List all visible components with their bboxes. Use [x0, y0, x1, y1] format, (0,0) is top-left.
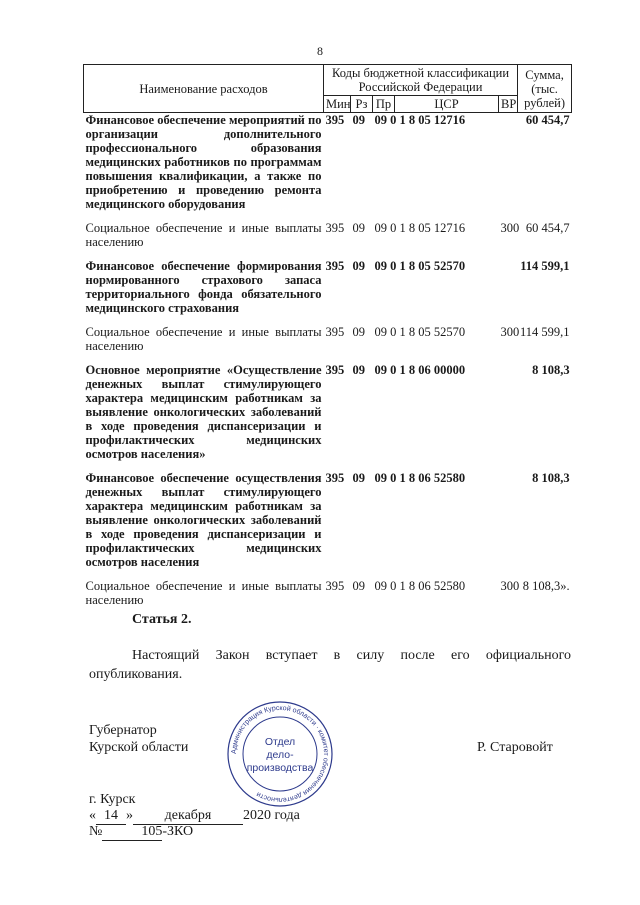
row-rz: 09	[352, 325, 365, 339]
row-vr	[499, 363, 518, 461]
row-vr	[499, 471, 518, 569]
row-sum: 114 599,1	[520, 259, 570, 273]
row-spacer-cell	[84, 315, 572, 325]
row-csr: 09 0 1 8 05 52570	[374, 259, 466, 273]
article-title: Статья 2.	[132, 612, 192, 627]
row-csr: 09 0 1 8 05 12716	[374, 113, 466, 127]
row-spacer	[84, 569, 572, 579]
row-name: Финансовое обеспечение осуществления денежных выплат стимулирующего характера медицинским работникам за выявление онкологических заболеваний в ходе проведения диспансеризации и профилактических медицинских осмотров населения	[85, 471, 322, 569]
header-min: Мин	[324, 96, 351, 113]
date-month: декабря	[133, 807, 243, 825]
row-sum: 60 454,7	[525, 113, 570, 127]
table-row	[84, 221, 572, 249]
table-row	[84, 363, 572, 461]
row-min: 395	[325, 221, 345, 235]
budget-table	[83, 64, 572, 607]
governor-title	[89, 722, 188, 756]
row-name: Финансовое обеспечение мероприятий по организации дополнительного профессионального образования медицинских работников по программам повышения квалификации, а также по приобретению и проведению ремонта медицинского оборудования	[85, 113, 322, 211]
row-vr	[499, 259, 518, 315]
row-min: 395	[325, 259, 345, 273]
table-row	[84, 579, 572, 607]
table-row	[84, 471, 572, 569]
row-rz: 09	[352, 221, 365, 235]
row-rz: 09	[352, 363, 365, 377]
page-number: 8	[317, 44, 323, 58]
governor-title-line1: Губернатор	[89, 723, 157, 738]
row-name: Социальное обеспечение и иные выплаты населению	[85, 325, 322, 353]
row-min: 395	[325, 363, 345, 377]
row-min: 395	[325, 113, 345, 127]
stamp-line3: производства	[246, 762, 314, 774]
row-vr: 300	[500, 221, 520, 235]
law-number	[89, 823, 193, 841]
date-quote-open: «	[89, 808, 96, 823]
row-vr: 300	[500, 325, 520, 339]
row-spacer	[84, 211, 572, 221]
number-suffix: -ЗКО	[162, 824, 194, 839]
date-quote-close: »	[126, 808, 133, 823]
date-year: 2020 года	[243, 808, 300, 823]
article-text: Настоящий Закон вступает в силу после его официального опубликования.	[89, 648, 571, 682]
row-rz: 09	[352, 113, 365, 127]
row-sum: 114 599,1	[520, 325, 570, 339]
row-sum: 60 454,7	[525, 221, 570, 235]
row-csr: 09 0 1 8 06 52580	[374, 579, 466, 593]
row-spacer-cell	[84, 461, 572, 471]
number-value: 105	[102, 823, 162, 841]
row-spacer-cell	[84, 249, 572, 259]
header-codes: Коды бюджетной классификации Российской Федерации	[324, 65, 518, 96]
header-vr: ВР	[499, 96, 518, 113]
row-csr: 09 0 1 8 05 52570	[374, 325, 466, 339]
row-sum: 8 108,3	[532, 471, 570, 485]
row-vr: 300	[500, 579, 520, 593]
row-name: Социальное обеспечение и иные выплаты населению	[85, 579, 322, 607]
row-spacer-cell	[84, 211, 572, 221]
header-csr: ЦСР	[395, 96, 499, 113]
row-name: Основное мероприятие «Осуществление денежных выплат стимулирующего характера медицинским работникам за выявление онкологических заболеваний в ходе проведения диспансеризации и профилактических медицинских осмотров населения»	[85, 363, 322, 461]
stamp-ring-text: Администрация Курской области · комитет обеспечения деятельности	[230, 704, 330, 804]
row-spacer-cell	[84, 353, 572, 363]
number-prefix: №	[89, 824, 103, 839]
row-name: Финансовое обеспечение формирования нормированного страхового запаса территориального фонда обязательного медицинского страхования	[85, 259, 322, 315]
stamp-line2: дело-	[266, 749, 294, 761]
stamp-seal	[226, 700, 334, 808]
table-row	[84, 325, 572, 353]
signer-name: Р. Старовойт	[477, 740, 553, 755]
city: г. Курск	[89, 792, 136, 807]
row-spacer	[84, 315, 572, 325]
stamp-line1: Отдел	[264, 736, 296, 748]
row-sum: 8 108,3	[532, 363, 570, 377]
date-day: 14	[96, 807, 126, 825]
table-row	[84, 259, 572, 315]
header-name: Наименование расходов	[84, 65, 324, 113]
header-rz: Рз	[351, 96, 373, 113]
row-vr	[499, 113, 518, 212]
row-csr: 09 0 1 8 05 12716	[374, 221, 466, 235]
row-spacer	[84, 353, 572, 363]
row-csr: 09 0 1 8 06 00000	[374, 363, 466, 377]
row-min: 395	[325, 471, 345, 485]
governor-title-line2: Курской области	[89, 740, 189, 755]
row-rz: 09	[352, 579, 365, 593]
table-row	[84, 113, 572, 212]
row-sum: 8 108,3».	[522, 579, 570, 593]
row-csr: 09 0 1 8 06 52580	[374, 471, 466, 485]
row-spacer	[84, 249, 572, 259]
header-pr: Пр	[373, 96, 395, 113]
row-rz: 09	[352, 259, 365, 273]
row-name: Социальное обеспечение и иные выплаты населению	[85, 221, 322, 249]
row-rz: 09	[352, 471, 365, 485]
header-sum: Сумма, (тыс. рублей)	[518, 65, 572, 113]
row-spacer-cell	[84, 569, 572, 579]
row-min: 395	[325, 325, 345, 339]
row-spacer	[84, 461, 572, 471]
row-min: 395	[325, 579, 345, 593]
